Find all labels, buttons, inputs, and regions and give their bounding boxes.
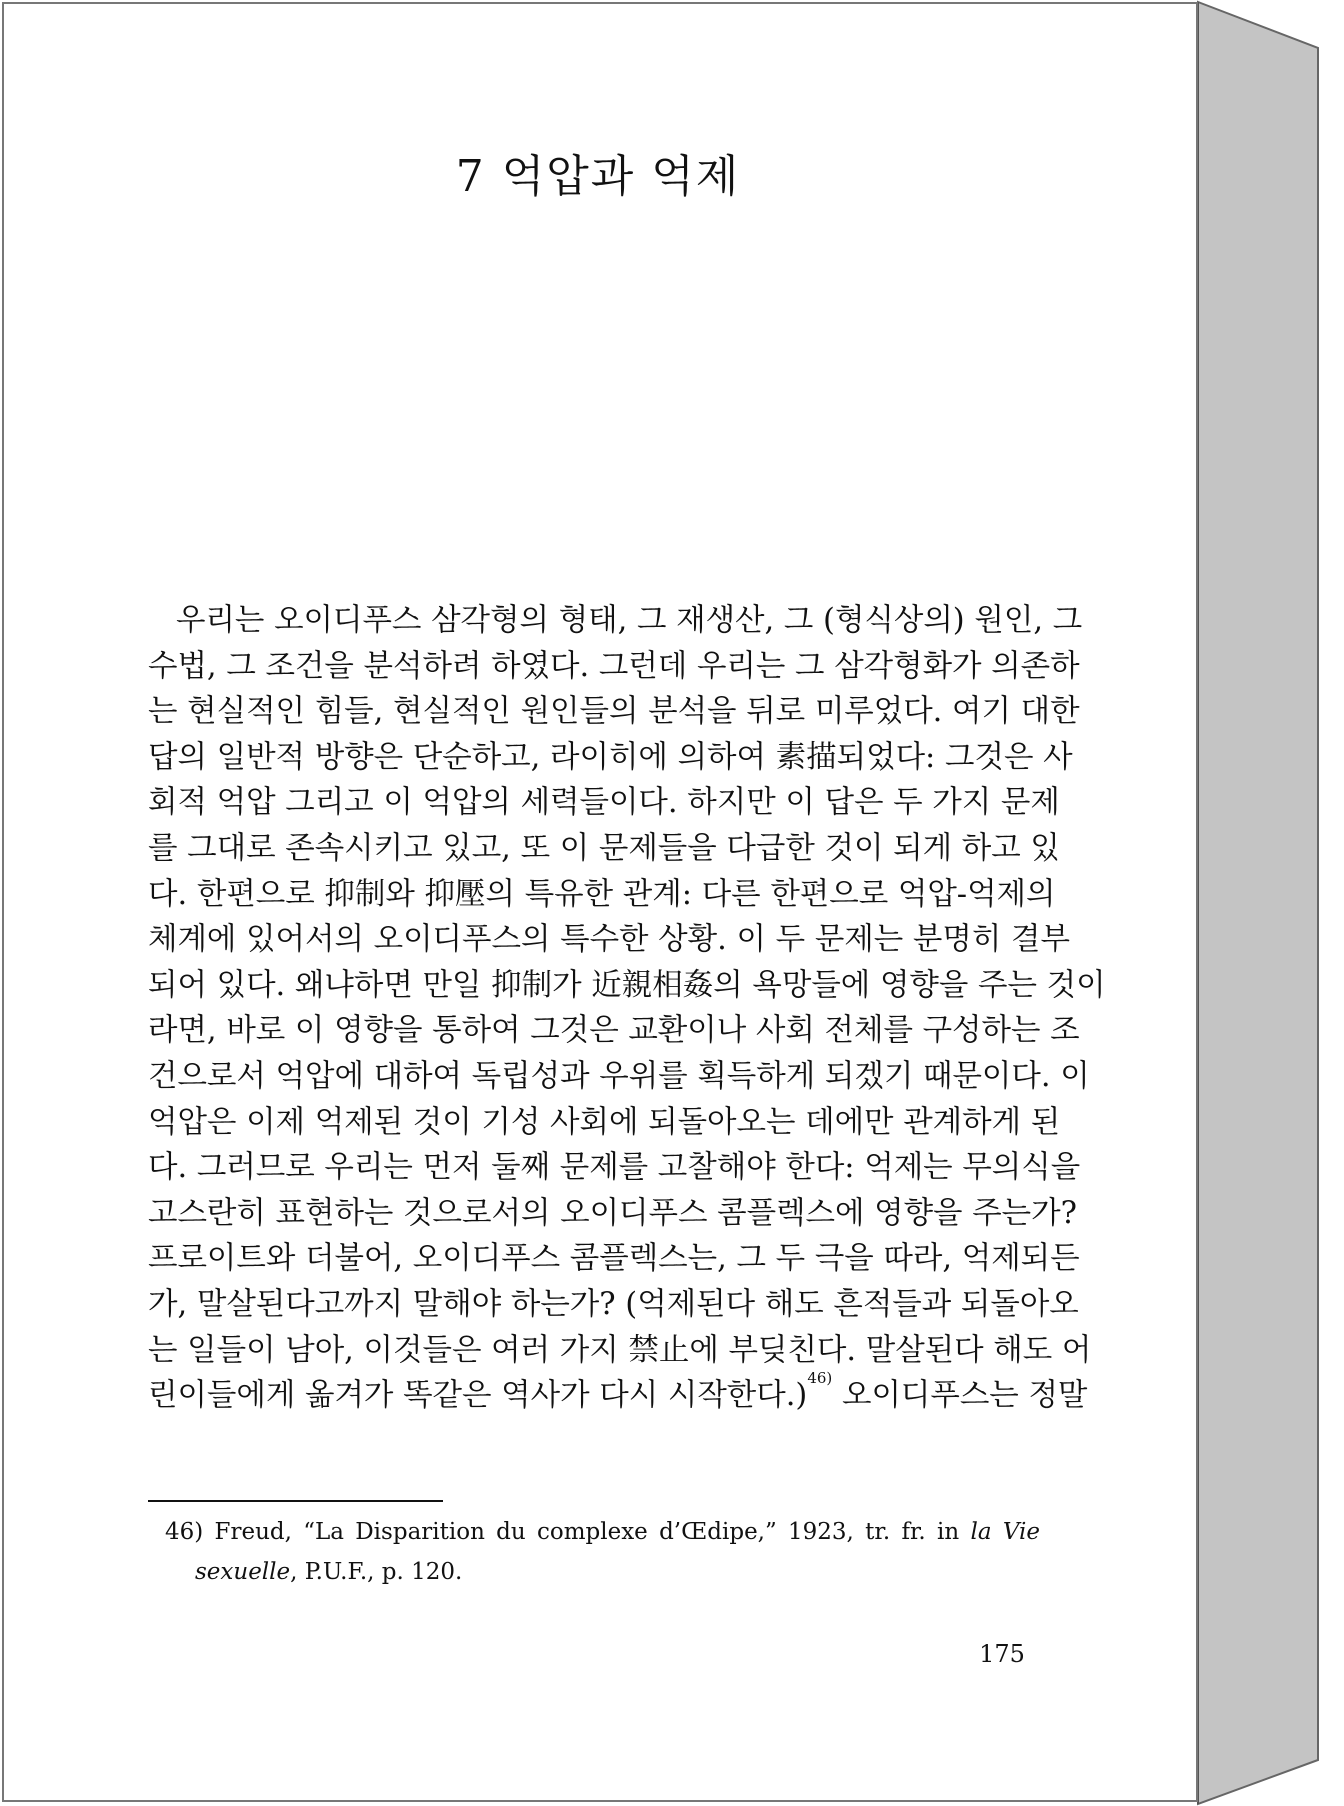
footnote-line: [165, 1512, 1040, 1552]
body-line-text: 오이디푸스는 정말: [832, 1378, 1088, 1414]
footnote-divider: [148, 1500, 443, 1502]
footnote-italic-title: sexuelle: [195, 1559, 291, 1585]
chapter-title: 7 억압과 억제: [455, 151, 741, 202]
book-thickness-shape: [1198, 2, 1318, 1804]
footnote-number: 46): [165, 1519, 204, 1545]
body-line: 건으로서 억압에 대하여 독립성과 우위를 획득하게 되겠기 때문이다. 이: [148, 1058, 1090, 1094]
body-line: 되어 있다. 왜냐하면 만일 抑制가 近親相姦의 욕망들에 영향을 주는 것이: [148, 967, 1106, 1003]
footnote-line: [165, 1552, 1040, 1592]
body-line: 체계에 있어서의 오이디푸스의 특수한 상황. 이 두 문제는 분명히 결부: [148, 922, 1070, 958]
footnote-italic-title: la Vie: [970, 1519, 1040, 1545]
body-line-last: [148, 1369, 1088, 1419]
footnote: [165, 1512, 1040, 1592]
body-line: 라면, 바로 이 영향을 통하여 그것은 교환이나 사회 전체를 구성하는 조: [148, 1013, 1080, 1049]
footnote-text: , P.U.F., p. 120.: [290, 1559, 463, 1585]
body-line: 회적 억압 그리고 이 억압의 세력들이다. 하지만 이 답은 두 가지 문제: [148, 785, 1060, 821]
body-line: 우리는 오이디푸스 삼각형의 형태, 그 재생산, 그 (형식상의) 원인, 그: [176, 603, 1083, 638]
body-line: 다. 한편으로 抑制와 抑壓의 특유한 관계: 다른 한편으로 억압-억제의: [148, 876, 1056, 912]
body-line: 는 현실적인 힘들, 현실적인 원인들의 분석을 뒤로 미루었다. 여기 대한: [148, 694, 1080, 730]
body-line: 고스란히 표현하는 것으로서의 오이디푸스 콤플렉스에 영향을 주는가?: [148, 1195, 1077, 1231]
footnote-text: Freud, “La Disparition du complexe d’Œdipe,” 1923, tr. fr. in: [214, 1519, 960, 1545]
footnote-reference[interactable]: 46): [807, 1369, 833, 1388]
body-line: 는 일들이 남아, 이것들은 여러 가지 禁止에 부딪친다. 말살된다 해도 어: [148, 1332, 1092, 1368]
body-line: 프로이트와 더불어, 오이디푸스 콤플렉스는, 그 두 극을 따라, 억제되든: [148, 1241, 1080, 1277]
body-line: 가, 말살된다고까지 말해야 하는가? (억제된다 해도 흔적들과 되돌아오: [148, 1286, 1079, 1322]
body-text: [148, 598, 1106, 1419]
body-line: 답의 일반적 방향은 단순하고, 라이히에 의하여 素描되었다: 그것은 사: [148, 739, 1073, 775]
body-line: 다. 그러므로 우리는 먼저 둘째 문제를 고찰해야 한다: 억제는 무의식을: [148, 1150, 1081, 1186]
body-line-text: 린이들에게 옮겨가 똑같은 역사가 다시 시작한다.): [148, 1378, 808, 1414]
body-line: 억압은 이제 억제된 것이 기성 사회에 되돌아오는 데에만 관계하게 된: [148, 1104, 1061, 1140]
page-number: 175: [979, 1640, 1025, 1668]
body-line: 수법, 그 조건을 분석하려 하였다. 그런데 우리는 그 삼각형화가 의존하: [148, 648, 1080, 684]
body-line: 를 그대로 존속시키고 있고, 또 이 문제들을 다급한 것이 되게 하고 있: [148, 830, 1060, 866]
